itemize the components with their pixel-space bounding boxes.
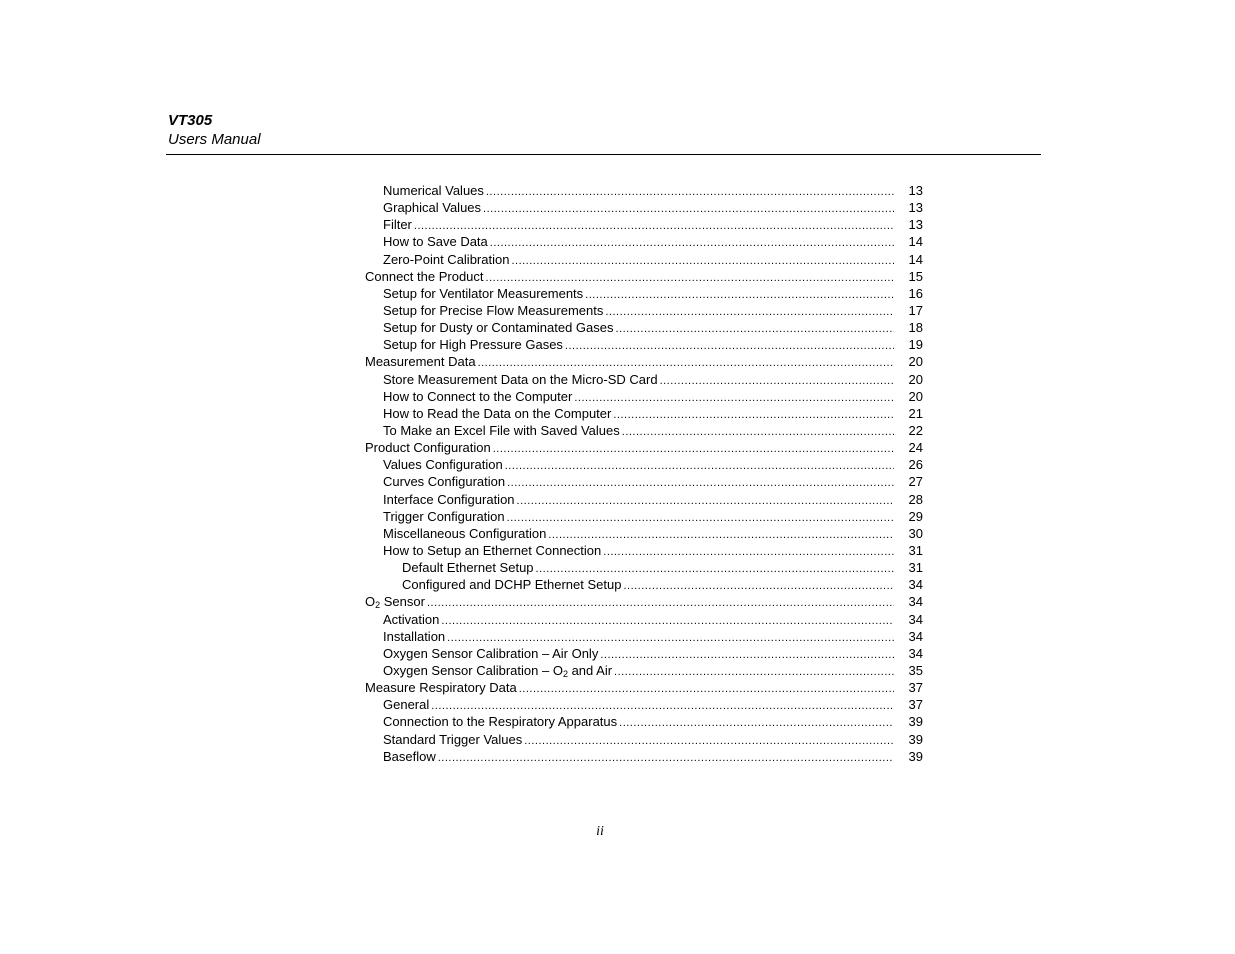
toc-entry-page: 13: [908, 200, 923, 216]
toc-entry[interactable]: [365, 456, 925, 473]
document-title: VT305: [168, 112, 213, 129]
toc-dot-leader: [441, 613, 894, 630]
toc-dot-leader: [519, 681, 894, 698]
toc-entry-page: 13: [908, 183, 923, 198]
toc-entry[interactable]: [365, 285, 925, 302]
toc-entry-title: Filter: [383, 217, 412, 233]
toc-dot-leader: [493, 441, 894, 458]
toc-dot-leader: [524, 733, 894, 750]
toc-entry-page: 37: [908, 680, 923, 696]
toc-entry[interactable]: [365, 748, 925, 765]
toc-entry-page: 18: [908, 320, 923, 336]
toc-entry[interactable]: [365, 336, 925, 353]
document-subtitle: Users Manual: [168, 131, 261, 148]
toc-entry-page: 39: [908, 731, 923, 747]
toc-entry-title: Curves Configuration: [383, 474, 506, 490]
toc-entry-page: 20: [908, 388, 923, 404]
toc-entry[interactable]: [365, 233, 925, 250]
toc-entry[interactable]: [365, 405, 925, 422]
toc-entry[interactable]: [365, 593, 925, 610]
toc-entry[interactable]: [365, 611, 925, 628]
toc-entry-title: Oxygen Sensor Calibration – Air Only: [383, 645, 599, 661]
toc-entry-page: 26: [908, 457, 923, 473]
table-of-contents: [365, 182, 925, 765]
toc-dot-leader: [585, 287, 894, 304]
toc-entry-page: 19: [908, 337, 923, 353]
toc-entry[interactable]: [365, 662, 925, 679]
toc-entry-page: 27: [908, 474, 923, 490]
toc-entry[interactable]: [365, 422, 925, 439]
toc-entry-title-text: and Air: [567, 662, 613, 678]
toc-entry-page: 34: [908, 577, 923, 593]
toc-entry[interactable]: [365, 439, 925, 456]
toc-dot-leader: [505, 458, 894, 475]
toc-entry-title: Configured and DCHP Ethernet Setup: [402, 577, 622, 593]
toc-entry-page: 13: [908, 217, 923, 233]
page-header: [168, 111, 1042, 149]
toc-dot-leader: [623, 578, 894, 595]
toc-entry-page: 15: [908, 268, 923, 284]
toc-dot-leader: [614, 664, 894, 681]
toc-entry-page: 22: [908, 422, 923, 438]
toc-entry[interactable]: [365, 731, 925, 748]
toc-entry[interactable]: [365, 371, 925, 388]
toc-dot-leader: [603, 544, 894, 561]
toc-entry[interactable]: [365, 268, 925, 285]
toc-entry[interactable]: [365, 525, 925, 542]
toc-entry[interactable]: [365, 251, 925, 268]
toc-entry-title: Setup for High Pressure Gases: [383, 337, 563, 353]
toc-entry-title: Setup for Precise Flow Measurements: [383, 302, 604, 318]
toc-entry-title: Standard Trigger Values: [383, 731, 523, 747]
toc-entry-title: Setup for Dusty or Contaminated Gases: [383, 320, 614, 336]
toc-entry-title: To Make an Excel File with Saved Values: [383, 422, 620, 438]
toc-dot-leader: [616, 321, 894, 338]
toc-entry-page: 14: [908, 251, 923, 267]
toc-entry-page: 34: [908, 645, 923, 661]
toc-entry-title: Baseflow: [383, 748, 436, 764]
toc-entry-title: Measure Respiratory Data: [365, 680, 517, 696]
toc-entry-page: 30: [908, 525, 923, 541]
toc-dot-leader: [507, 510, 894, 527]
toc-entry[interactable]: [365, 508, 925, 525]
toc-entry-page: 39: [908, 748, 923, 764]
toc-entry-page: 34: [908, 628, 923, 644]
toc-entry-page: 31: [908, 560, 923, 576]
toc-dot-leader: [517, 493, 894, 510]
toc-entry-title: Zero-Point Calibration: [383, 251, 510, 267]
toc-dot-leader: [613, 407, 894, 424]
page-number: ii: [596, 824, 604, 839]
toc-dot-leader: [490, 235, 894, 252]
toc-entry-title: Miscellaneous Configuration: [383, 525, 547, 541]
toc-entry-title: [383, 662, 612, 679]
toc-dot-leader: [565, 338, 894, 355]
toc-entry-page: 21: [908, 405, 923, 421]
toc-entry-title: Activation: [383, 611, 440, 627]
toc-entry[interactable]: [365, 576, 925, 593]
toc-entry[interactable]: [365, 696, 925, 713]
toc-entry-page: 37: [908, 697, 923, 713]
toc-dot-leader: [483, 201, 894, 218]
toc-entry-title: How to Save Data: [383, 234, 488, 250]
toc-entry-title: Numerical Values: [383, 183, 484, 198]
toc-entry[interactable]: [365, 713, 925, 730]
toc-entry[interactable]: [365, 216, 925, 233]
toc-entry[interactable]: [365, 679, 925, 696]
toc-entry-title-text: O: [365, 594, 376, 610]
toc-entry-page: 35: [908, 662, 923, 678]
toc-entry-page: 29: [908, 508, 923, 524]
toc-entry-page: 24: [908, 440, 923, 456]
toc-dot-leader: [605, 304, 894, 321]
toc-entry-title: Interface Configuration: [383, 491, 515, 507]
toc-entry-title: Measurement Data: [365, 354, 476, 370]
toc-entry[interactable]: [365, 302, 925, 319]
toc-dot-leader: [660, 373, 894, 390]
toc-entry-page: 20: [908, 354, 923, 370]
toc-entry-page: 14: [908, 234, 923, 250]
toc-entry[interactable]: [365, 388, 925, 405]
toc-entry-title-text: Sensor: [380, 594, 425, 610]
toc-entry-title: Default Ethernet Setup: [402, 560, 534, 576]
toc-entry[interactable]: [365, 542, 925, 559]
toc-entry-page: 17: [908, 302, 923, 318]
header-divider: [166, 154, 1041, 155]
toc-entry-page: 20: [908, 371, 923, 387]
toc-entry-title: Installation: [383, 628, 446, 644]
toc-entry-page: 34: [908, 611, 923, 627]
toc-entry[interactable]: [365, 182, 925, 199]
toc-entry-title: Connect the Product: [365, 268, 484, 284]
toc-entry[interactable]: [365, 559, 925, 576]
toc-entry-title: How to Read the Data on the Computer: [383, 405, 612, 421]
toc-entry-title: Graphical Values: [383, 200, 482, 216]
toc-entry-page: 31: [908, 542, 923, 558]
toc-dot-leader: [438, 750, 894, 767]
toc-entry-title: [365, 593, 425, 610]
toc-dot-leader: [622, 424, 894, 441]
toc-entry-page: 39: [908, 714, 923, 730]
toc-entry-title-subscript: 2: [562, 668, 568, 679]
toc-entry-title: General: [383, 697, 430, 713]
toc-dot-leader: [511, 253, 894, 270]
toc-entry-page: 34: [908, 594, 923, 610]
toc-entry-page: 28: [908, 491, 923, 507]
toc-entry-title-subscript: 2: [375, 600, 381, 611]
toc-dot-leader: [486, 184, 894, 201]
toc-entry-title: Trigger Configuration: [383, 508, 505, 524]
toc-entry[interactable]: [365, 491, 925, 508]
toc-entry-title: Product Configuration: [365, 440, 491, 456]
toc-entry-title: Setup for Ventilator Measurements: [383, 285, 584, 301]
toc-entry[interactable]: [365, 199, 925, 216]
toc-dot-leader: [427, 595, 894, 612]
toc-entry-title: Store Measurement Data on the Micro-SD Card: [383, 371, 658, 387]
toc-entry[interactable]: [365, 319, 925, 336]
toc-entry-title: Values Configuration: [383, 457, 503, 473]
toc-entry[interactable]: [365, 473, 925, 490]
toc-entry[interactable]: [365, 628, 925, 645]
toc-entry-page: 16: [908, 285, 923, 301]
toc-entry[interactable]: [365, 645, 925, 662]
toc-dot-leader: [600, 647, 894, 664]
toc-entry-title: Connection to the Respiratory Apparatus: [383, 714, 618, 730]
toc-entry-title-text: Oxygen Sensor Calibration – O: [383, 662, 563, 678]
toc-dot-leader: [574, 390, 894, 407]
toc-dot-leader: [619, 715, 894, 732]
toc-entry-title: How to Setup an Ethernet Connection: [383, 542, 602, 558]
toc-entry-title: How to Connect to the Computer: [383, 388, 573, 404]
toc-dot-leader: [507, 475, 894, 492]
toc-entry[interactable]: [365, 353, 925, 370]
